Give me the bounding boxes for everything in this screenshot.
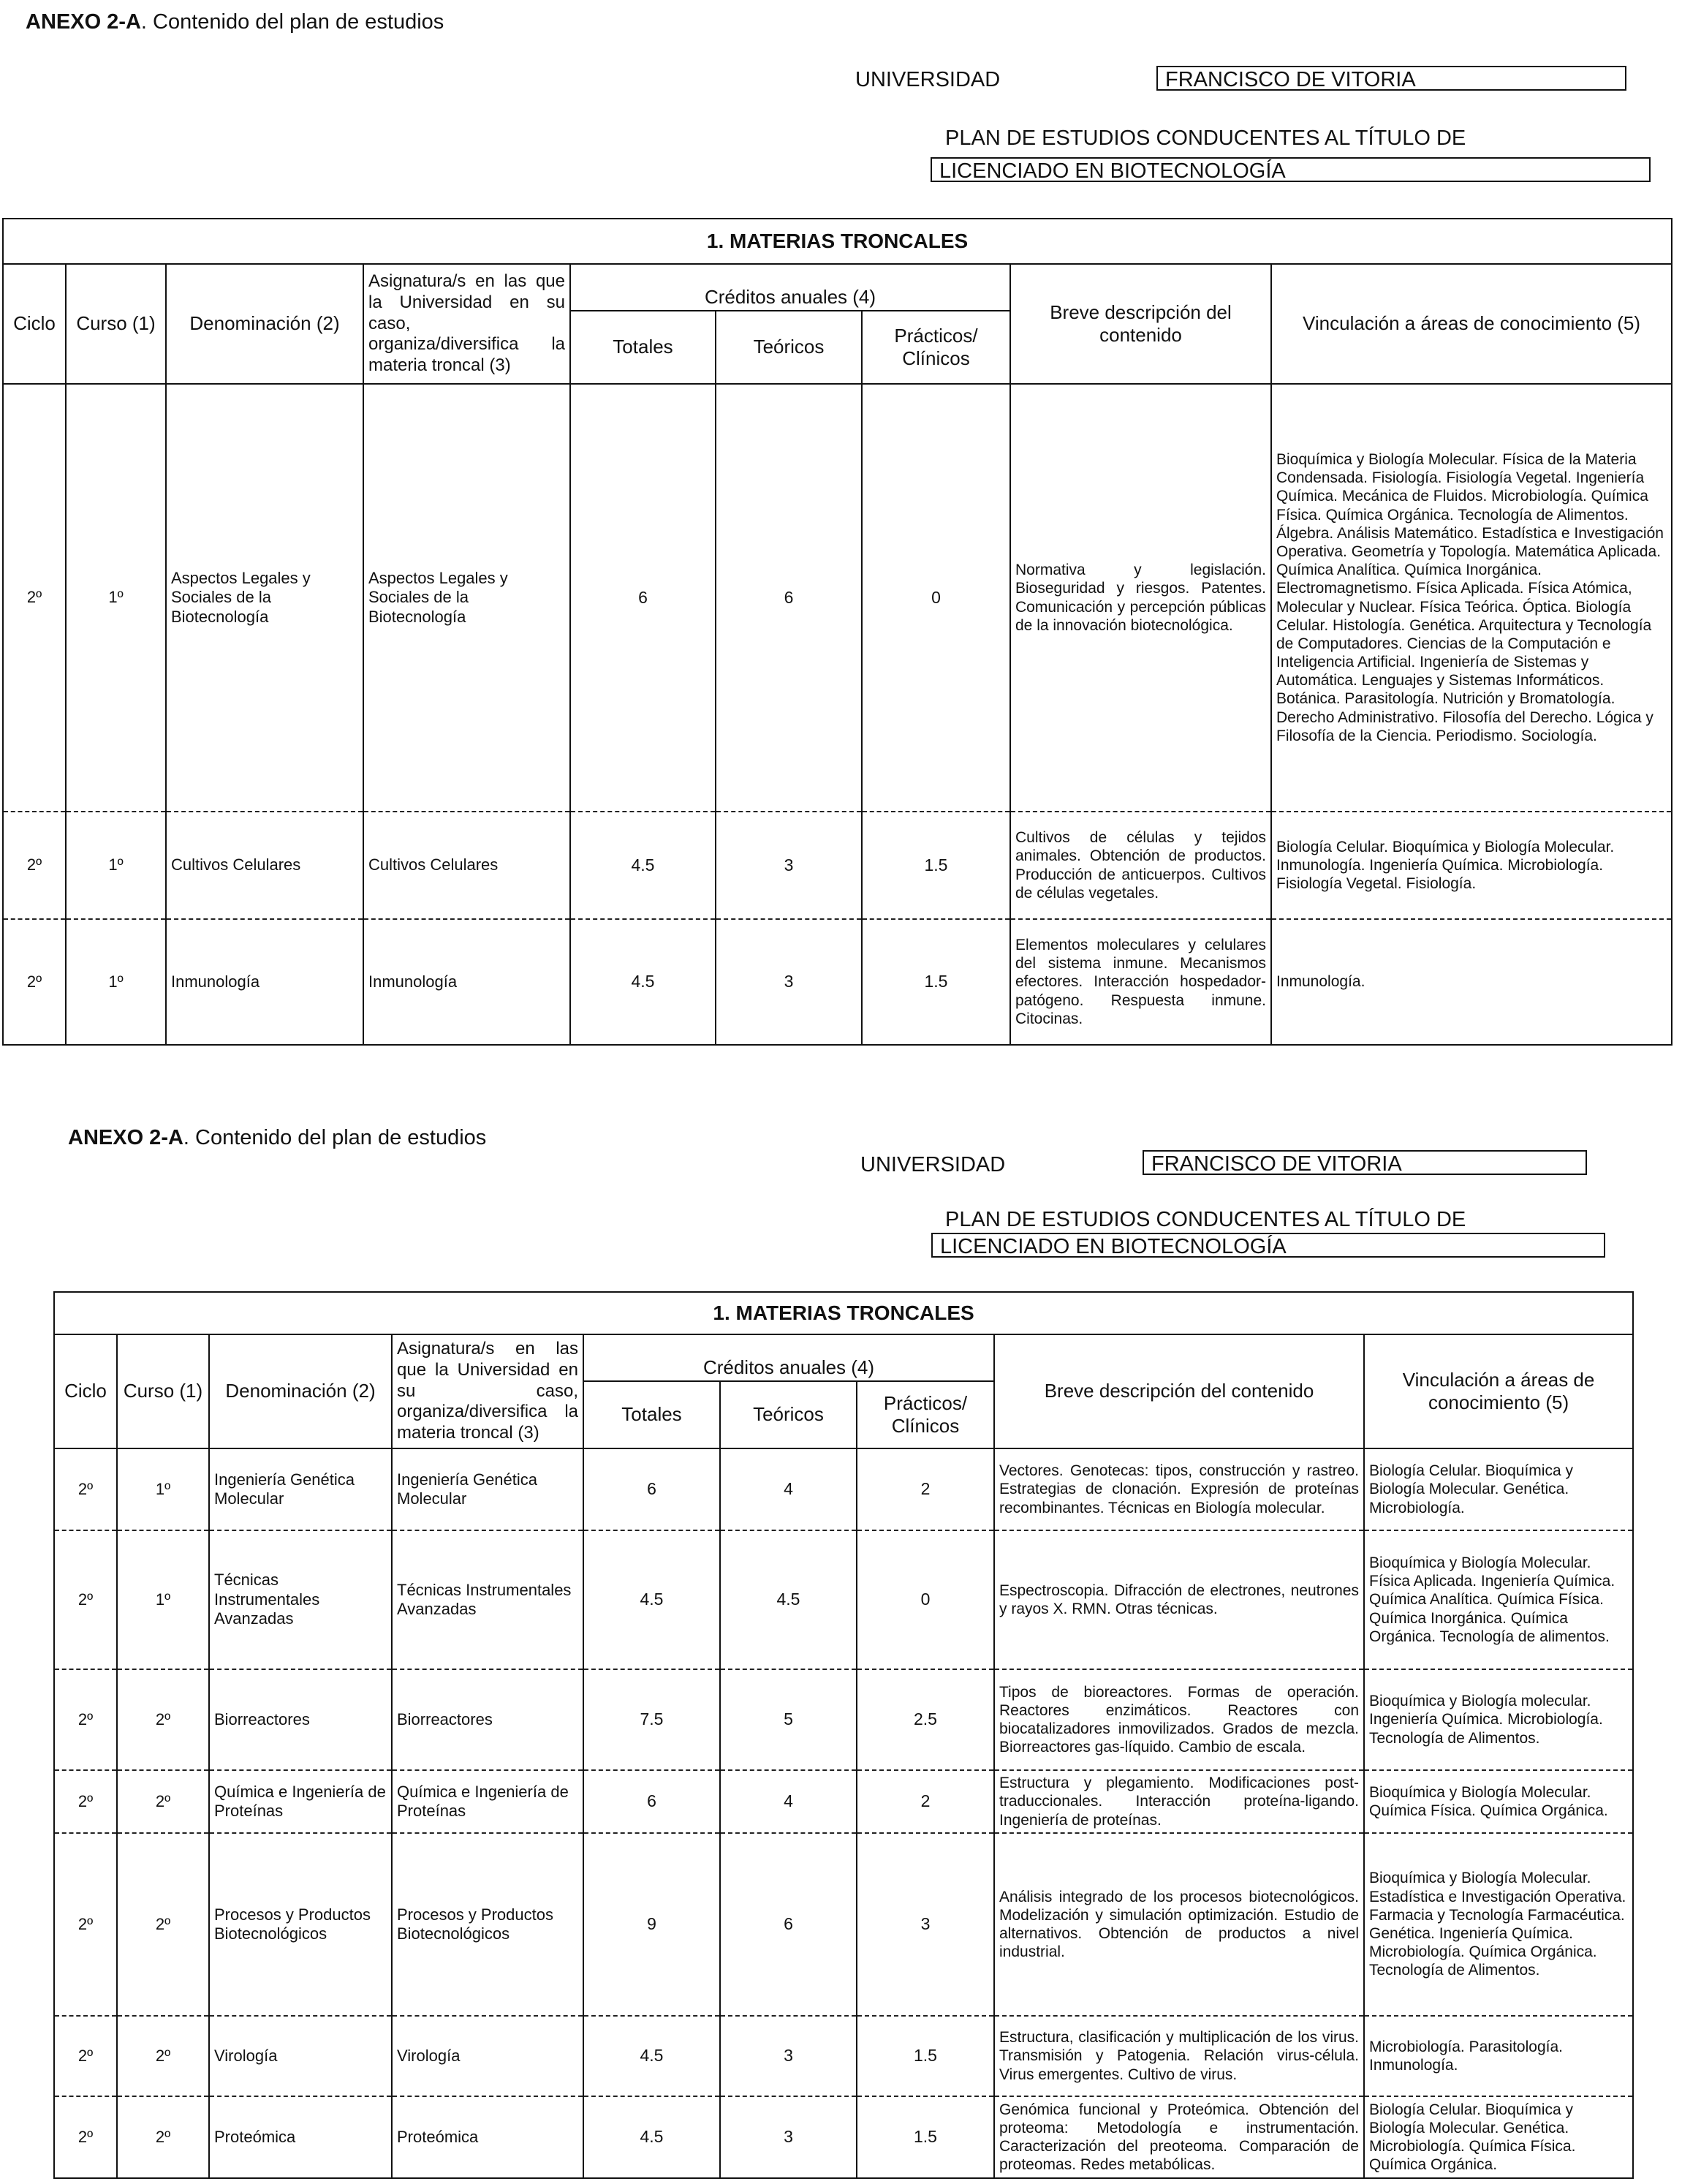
cell-descripcion: Análisis integrado de los procesos biotecnológicos. Modelización y simulación optimización. Estudio de alternativos. Obtención de productos a nivel industrial. [994, 1833, 1364, 2016]
cell-denominacion: Inmunología [166, 919, 363, 1045]
cell-practicos: 1.5 [857, 2016, 994, 2096]
header-vinculacion: Vinculación a áreas de conocimiento (5) [1271, 264, 1672, 384]
cell-ciclo: 2º [54, 1530, 117, 1669]
header-totales: Totales [570, 311, 716, 384]
cell-asignatura: Química e Ingeniería de Proteínas [392, 1770, 583, 1833]
anexo-title: . Contenido del plan de estudios [140, 10, 444, 34]
cell-descripcion: Elementos moleculares y celulares del sistema inmune. Mecanismos efectores. Interacción hospedador-patógeno. Respuesta inmune. Citocinas. [1010, 919, 1271, 1045]
cell-teoricos: 5 [720, 1669, 857, 1770]
cell-ciclo: 2º [54, 1448, 117, 1530]
cell-vinculacion: Bioquímica y Biología Molecular. Química Física. Química Orgánica. [1364, 1770, 1633, 1833]
cell-teoricos: 4.5 [720, 1530, 857, 1669]
header-denominacion: Denominación (2) [166, 264, 363, 384]
header-asignatura: Asignatura/s en las que la Universidad en su caso, organiza/diversifica la materia troncal (3) [363, 264, 570, 384]
cell-asignatura: Inmunología [363, 919, 570, 1045]
cell-practicos: 2 [857, 1770, 994, 1833]
header-teoricos: Teóricos [716, 311, 862, 384]
cell-denominacion: Cultivos Celulares [166, 812, 363, 919]
cell-teoricos: 4 [720, 1448, 857, 1530]
cell-asignatura: Cultivos Celulares [363, 812, 570, 919]
table-title: 1. MATERIAS TRONCALES [54, 1292, 1633, 1334]
cell-descripcion: Normativa y legislación. Bioseguridad y riesgos. Patentes. Comunicación y percepción públicas de la innovación biotecnológica. [1010, 384, 1271, 812]
cell-descripcion: Estructura, clasificación y multiplicación de los virus. Transmisión y Patogenia. Relación virus-célula. Virus emergentes. Cultivo de virus. [994, 2016, 1364, 2096]
cell-curso: 2º [117, 1770, 209, 1833]
cell-denominacion: Química e Ingeniería de Proteínas [209, 1770, 392, 1833]
cell-curso: 1º [117, 1530, 209, 1669]
cell-teoricos: 4 [720, 1770, 857, 1833]
materias-troncales-table [53, 1291, 1634, 2179]
cell-denominacion: Procesos y Productos Biotecnológicos [209, 1833, 392, 2016]
header-practicos: Prácticos/ Clínicos [862, 311, 1010, 384]
cell-asignatura: Virología [392, 2016, 583, 2096]
cell-ciclo: 2º [3, 919, 66, 1045]
cell-descripcion: Genómica funcional y Proteómica. Obtención del proteoma: Metodología e instrumentación. Caracterización del preoteoma. Comparación de proteomas. Redes metabólicas. [994, 2096, 1364, 2178]
table-row [3, 812, 1672, 919]
header-ciclo: Ciclo [3, 264, 66, 384]
table-row [54, 1448, 1633, 1530]
anexo-heading [68, 1126, 486, 1150]
cell-teoricos: 6 [716, 384, 862, 812]
cell-ciclo: 2º [54, 2096, 117, 2178]
cell-curso: 2º [117, 1833, 209, 2016]
cell-vinculacion: Bioquímica y Biología molecular. Ingeniería Química. Microbiología. Tecnología de Alimentos. [1364, 1669, 1633, 1770]
cell-totales: 4.5 [570, 919, 716, 1045]
anexo-title: . Contenido del plan de estudios [183, 1126, 487, 1149]
anexo-heading [26, 10, 444, 34]
cell-vinculacion: Bioquímica y Biología Molecular. Física Aplicada. Ingeniería Química. Química Analítica. Química Física. Química Inorgánica. Química Orgánica. Tecnología de alimentos. [1364, 1530, 1633, 1669]
cell-totales: 4.5 [583, 2096, 720, 2178]
cell-ciclo: 2º [54, 2016, 117, 2096]
cell-practicos: 1.5 [857, 2096, 994, 2178]
header-practicos: Prácticos/ Clínicos [857, 1381, 994, 1448]
table-row [54, 2096, 1633, 2178]
cell-vinculacion: Microbiología. Parasitología. Inmunología. [1364, 2016, 1633, 2096]
cell-vinculacion: Bioquímica y Biología Molecular. Estadística e Investigación Operativa. Farmacia y Tecnología Farmacéutica. Genética. Ingeniería Química. Microbiología. Química Orgánica. Tecnología de Alimentos. [1364, 1833, 1633, 2016]
table-row [54, 1530, 1633, 1669]
cell-vinculacion: Biología Celular. Bioquímica y Biología Molecular. Inmunología. Ingeniería Química. Microbiología. Fisiología Vegetal. Fisiología. [1271, 812, 1672, 919]
cell-curso: 2º [117, 2096, 209, 2178]
cell-ciclo: 2º [54, 1669, 117, 1770]
cell-totales: 4.5 [570, 812, 716, 919]
cell-descripcion: Espectroscopia. Difracción de electrones, neutrones y rayos X. RMN. Otras técnicas. [994, 1530, 1364, 1669]
cell-ciclo: 2º [3, 812, 66, 919]
cell-practicos: 2.5 [857, 1669, 994, 1770]
cell-vinculacion: Inmunología. [1271, 919, 1672, 1045]
cell-practicos: 0 [857, 1530, 994, 1669]
cell-denominacion: Biorreactores [209, 1669, 392, 1770]
cell-practicos: 0 [862, 384, 1010, 812]
cell-denominacion: Técnicas Instrumentales Avanzadas [209, 1530, 392, 1669]
cell-descripcion: Vectores. Genotecas: tipos, construcción y rastreo. Estrategias de clonación. Expresión de proteínas recombinantes. Técnicas en Biología molecular. [994, 1448, 1364, 1530]
plan-label: PLAN DE ESTUDIOS CONDUCENTES AL TÍTULO DE [945, 126, 1466, 150]
titulo-value-box: LICENCIADO EN BIOTECNOLOGÍA [931, 1233, 1605, 1258]
cell-totales: 6 [583, 1448, 720, 1530]
universidad-value-box: FRANCISCO DE VITORIA [1143, 1150, 1587, 1175]
cell-teoricos: 6 [720, 1833, 857, 2016]
cell-practicos: 1.5 [862, 919, 1010, 1045]
cell-teoricos: 3 [716, 919, 862, 1045]
header-creditos: Créditos anuales (4) [583, 1334, 994, 1381]
cell-curso: 2º [117, 2016, 209, 2096]
cell-teoricos: 3 [720, 2096, 857, 2178]
header-ciclo: Ciclo [54, 1334, 117, 1448]
anexo-code: ANEXO 2-A [26, 10, 141, 34]
table-row [54, 1833, 1633, 2016]
anexo-code: ANEXO 2-A [68, 1126, 183, 1149]
header-denominacion: Denominación (2) [209, 1334, 392, 1448]
cell-totales: 6 [570, 384, 716, 812]
cell-denominacion: Aspectos Legales y Sociales de la Biotecnología [166, 384, 363, 812]
cell-practicos: 3 [857, 1833, 994, 2016]
table-row [3, 384, 1672, 812]
cell-practicos: 1.5 [862, 812, 1010, 919]
table-row [54, 1770, 1633, 1833]
cell-vinculacion: Biología Celular. Bioquímica y Biología Molecular. Genética. Microbiología. Química Física. Química Orgánica. [1364, 2096, 1633, 2178]
cell-totales: 4.5 [583, 2016, 720, 2096]
cell-denominacion: Virología [209, 2016, 392, 2096]
cell-curso: 2º [117, 1669, 209, 1770]
header-asignatura: Asignatura/s en las que la Universidad en su caso, organiza/diversifica la materia troncal (3) [392, 1334, 583, 1448]
cell-descripcion: Estructura y plegamiento. Modificaciones post-traduccionales. Interacción proteína-ligando. Ingeniería de proteínas. [994, 1770, 1364, 1833]
cell-asignatura: Aspectos Legales y Sociales de la Biotecnología [363, 384, 570, 812]
cell-curso: 1º [66, 384, 166, 812]
table-row [54, 1669, 1633, 1770]
cell-asignatura: Ingeniería Genética Molecular [392, 1448, 583, 1530]
cell-teoricos: 3 [716, 812, 862, 919]
cell-descripcion: Tipos de bioreactores. Formas de operación. Reactores enzimáticos. Reactores con biocatalizadores inmovilizados. Grados de mezcla. Biorreactores gas-líquido. Cambio de escala. [994, 1669, 1364, 1770]
universidad-value-box: FRANCISCO DE VITORIA [1156, 66, 1626, 91]
cell-descripcion: Cultivos de células y tejidos animales. Obtención de productos. Producción de anticuerpos. Cultivos de células vegetales. [1010, 812, 1271, 919]
universidad-label: UNIVERSIDAD [855, 68, 1001, 91]
plan-label: PLAN DE ESTUDIOS CONDUCENTES AL TÍTULO DE [945, 1208, 1466, 1231]
cell-curso: 1º [117, 1448, 209, 1530]
cell-practicos: 2 [857, 1448, 994, 1530]
table-row [54, 2016, 1633, 2096]
cell-asignatura: Técnicas Instrumentales Avanzadas [392, 1530, 583, 1669]
cell-totales: 7.5 [583, 1669, 720, 1770]
header-curso: Curso (1) [66, 264, 166, 384]
cell-curso: 1º [66, 919, 166, 1045]
cell-ciclo: 2º [54, 1833, 117, 2016]
header-creditos: Créditos anuales (4) [570, 264, 1010, 311]
cell-vinculacion: Biología Celular. Bioquímica y Biología Molecular. Genética. Microbiología. [1364, 1448, 1633, 1530]
header-vinculacion: Vinculación a áreas de conocimiento (5) [1364, 1334, 1633, 1448]
cell-ciclo: 2º [3, 384, 66, 812]
cell-curso: 1º [66, 812, 166, 919]
header-totales: Totales [583, 1381, 720, 1448]
cell-totales: 6 [583, 1770, 720, 1833]
cell-asignatura: Procesos y Productos Biotecnológicos [392, 1833, 583, 2016]
cell-totales: 9 [583, 1833, 720, 2016]
cell-denominacion: Ingeniería Genética Molecular [209, 1448, 392, 1530]
cell-totales: 4.5 [583, 1530, 720, 1669]
materias-troncales-table [2, 218, 1672, 1046]
header-curso: Curso (1) [117, 1334, 209, 1448]
cell-denominacion: Proteómica [209, 2096, 392, 2178]
universidad-label: UNIVERSIDAD [860, 1153, 1006, 1176]
cell-vinculacion: Bioquímica y Biología Molecular. Física de la Materia Condensada. Fisiología. Fisiología Vegetal. Ingeniería Química. Mecánica de Fluidos. Microbiología. Química Física. Química Orgánica. Tecnología de Alimentos. Álgebra. Análisis Matemático. Estadística e Investigación Operativa. Geometría y Topología. Matemática Aplicada. Química Analítica. Química Inorgánica. Electromagnetismo. Física Aplicada. Física Atómica, Molecular y Nuclear. Física Teórica. Óptica. Biología Celular. Histología. Genética. Arquitectura y Tecnología de Computadores. Ciencias de la Computación e Inteligencia Artificial. Ingeniería de Sistemas y Automática. Lenguajes y Sistemas Informáticos. Botánica. Parasitología. Nutrición y Bromatología. Derecho Administrativo. Filosofía del Derecho. Lógica y Filosofía de la Ciencia. Periodismo. Sociología. [1271, 384, 1672, 812]
cell-asignatura: Biorreactores [392, 1669, 583, 1770]
header-teoricos: Teóricos [720, 1381, 857, 1448]
cell-teoricos: 3 [720, 2016, 857, 2096]
table-title: 1. MATERIAS TRONCALES [3, 219, 1672, 264]
header-descripcion: Breve descripción del contenido [994, 1334, 1364, 1448]
cell-asignatura: Proteómica [392, 2096, 583, 2178]
titulo-value-box: LICENCIADO EN BIOTECNOLOGÍA [931, 157, 1651, 182]
table-row [3, 919, 1672, 1045]
cell-ciclo: 2º [54, 1770, 117, 1833]
header-descripcion: Breve descripción del contenido [1010, 264, 1271, 384]
